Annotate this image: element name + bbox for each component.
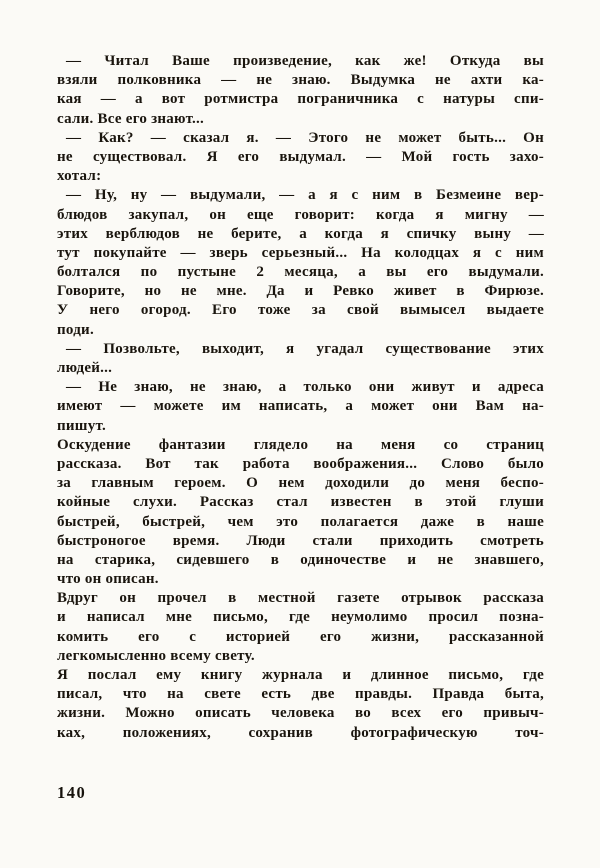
text-line: имеют — можете им написать, а может они Вам на- [57, 398, 544, 415]
text-line: сали. Все его знают... [57, 110, 205, 127]
text-line: писал, что на свете есть две правды. Правда быта, [57, 686, 544, 703]
text-line: на старика, сидевшего в одиночестве и не знавшего, [57, 551, 544, 568]
text-line: — Позвольте, выходит, я угадал существование этих [66, 340, 544, 357]
text-line: рассказа. Вот так работа воображения... Слово было [57, 455, 544, 472]
text-line: быстроногое время. Люди стали приходить смотреть [57, 532, 544, 549]
text-line: — Как? — сказал я. — Этого не может быть... Он [66, 129, 544, 146]
text-line: комить его с историей его жизни, рассказанной [57, 628, 544, 645]
text-line: — Ну, ну — выдумали, — а я с ним в Безмеине вер- [66, 187, 544, 204]
text-line: блюдов закупал, он еще говорит: когда я мигну — [57, 206, 544, 223]
text-line: тут покупайте — зверь серьезный... На колодцах я с ним [57, 244, 544, 261]
text-line: поди. [57, 321, 94, 338]
text-line: что он описан. [57, 571, 159, 588]
text-line: этих верблюдов не берите, а когда я спичку выну — [57, 225, 544, 242]
text-line: койные слухи. Рассказ стал известен в этой глуши [57, 494, 544, 511]
page-number: 140 [57, 783, 87, 802]
text-line: — Читал Ваше произведение, как же! Откуда вы [66, 53, 544, 69]
text-line: Оскудение фантазии глядело на меня со страниц [57, 436, 544, 453]
text-line: взяли полковника — не знаю. Выдумка не ахти ка- [57, 72, 544, 89]
text-line: Вдруг он прочел в местной газете отрывок рассказа [57, 590, 544, 607]
text-line: болтался по пустыне 2 месяца, а вы его выдумали. [57, 264, 544, 281]
text-line: ках, положениях, сохранив фотографическую точ- [57, 724, 544, 741]
text-line: Говорите, но не мне. Да и Ревко живет в Фирюзе. [57, 283, 544, 300]
text-line: У него огород. Его тоже за свой вымысел выдаете [57, 302, 544, 319]
text-line: хотал: [57, 168, 102, 185]
text-line: Я послал ему книгу журнала и длинное письмо, где [57, 667, 544, 683]
text-line: — Не знаю, не знаю, а только они живут и адреса [66, 379, 544, 396]
text-line: людей... [57, 360, 113, 376]
text-line: не существовал. Я его выдумал. — Мой гость захо- [57, 148, 544, 165]
text-line: пишут. [57, 417, 106, 434]
text-line: жизни. Можно описать человека во всех его привыч- [57, 705, 544, 722]
text-line: легкомысленно всему свету. [57, 647, 255, 664]
text-line: быстрей, быстрей, чем это полагается даже в наше [57, 513, 544, 530]
text-line: за главным героем. О нем доходили до меня беспо- [57, 475, 544, 492]
text-line: кая — а вот ротмистра пограничника с натуры спи- [57, 91, 544, 108]
page-text [57, 52, 544, 743]
text-line: и написал мне письмо, где неумолимо просил позна- [57, 609, 544, 626]
